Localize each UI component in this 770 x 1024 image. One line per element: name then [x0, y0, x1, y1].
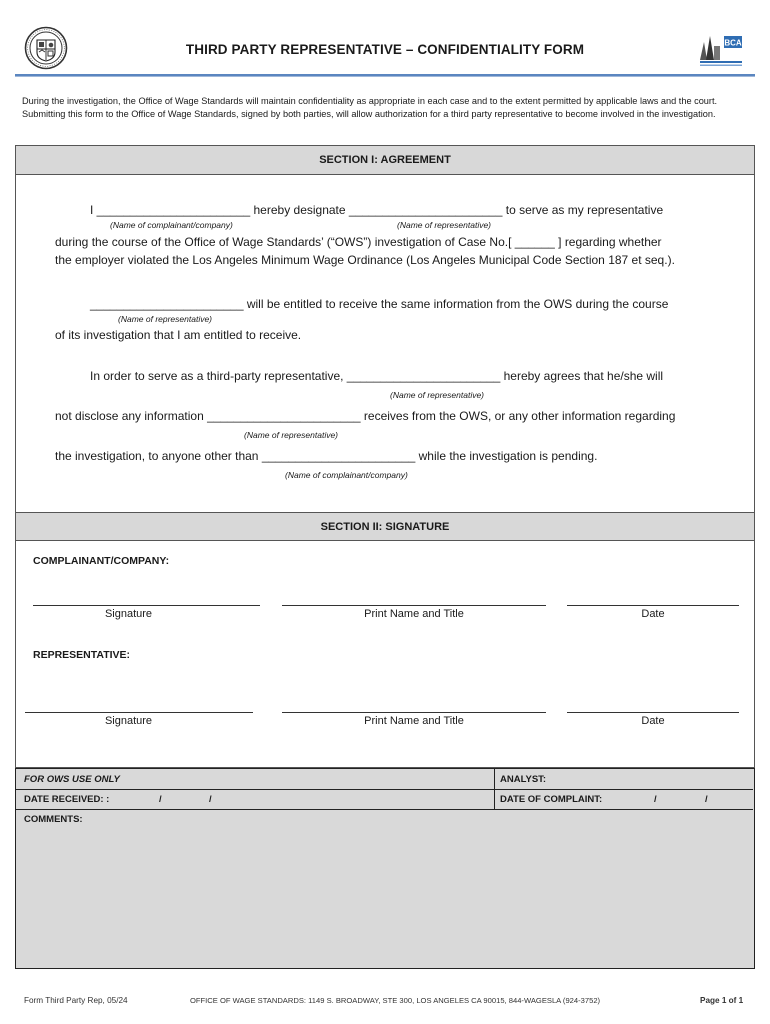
bca-logo — [698, 32, 744, 68]
complainant-date-label: Date — [641, 608, 665, 620]
caption-representative-3: (Name of representative) — [390, 390, 485, 400]
ows-divider-h1 — [16, 789, 753, 790]
date-complaint-slash-1: / — [654, 794, 657, 805]
section-agreement-title: SECTION I: AGREEMENT — [16, 146, 754, 175]
ows-use-only-label: FOR OWS USE ONLY — [24, 774, 120, 785]
representative-name-line[interactable] — [282, 712, 546, 713]
agreement-line-3: the employer violated the Los Angeles Minimum Wage Ordinance (Los Angeles Municipal Code Section 187 et seq.). — [55, 253, 675, 267]
complainant-date-line[interactable] — [567, 605, 739, 606]
footer-form-id: Form Third Party Rep, 05/24 — [24, 996, 128, 1005]
agreement-line-5: of its investigation that I am entitled to receive. — [55, 328, 302, 342]
form-title: THIRD PARTY REPRESENTATIVE – CONFIDENTIALITY FORM — [185, 42, 585, 57]
complainant-signature-line[interactable] — [33, 605, 260, 606]
complainant-signature-label: Signature — [104, 608, 153, 620]
date-of-complaint-label: DATE OF COMPLAINT: — [500, 794, 603, 805]
footer-address: OFFICE OF WAGE STANDARDS: 1149 S. BROADWAY, STE 300, LOS ANGELES CA 90015, 844-WAGESLA (924-3752) — [190, 996, 601, 1005]
agreement-line-1: I _______________________ hereby designate _______________________ to serve as my representative — [90, 203, 664, 217]
intro-paragraph: During the investigation, the Office of Wage Standards will maintain confidentiality as appropriate in each case and to the extent permitted by applicable laws and the court. Submitting this form to the Office of Wage Standards, signed by both parties, will allow authorization for a third party representative to become involved in the investigation. — [22, 96, 718, 119]
bca-logo-text: BCA — [724, 38, 742, 48]
representative-signature-line[interactable] — [25, 712, 253, 713]
agreement-line-7: not disclose any information _______________________ receives from the OWS, or any other information regarding — [55, 409, 676, 423]
agreement-line-8: the investigation, to anyone other than _______________________ while the investigation is pending. — [55, 449, 598, 463]
caption-representative-4: (Name of representative) — [244, 430, 339, 440]
agreement-line-4: _______________________ will be entitled to receive the same information from the OWS during the course — [90, 297, 669, 311]
header-divider — [15, 74, 755, 77]
section-signature — [15, 512, 755, 768]
representative-date-label: Date — [641, 715, 665, 727]
ows-use-only-box — [15, 768, 755, 969]
caption-representative-2: (Name of representative) — [118, 314, 213, 324]
complainant-name-label: Print Name and Title — [364, 608, 464, 620]
agreement-line-2: during the course of the Office of Wage Standards’ (“OWS”) investigation of Case No.[ ______ ] regarding whether — [55, 235, 662, 249]
footer-page: Page 1 of 1 — [700, 996, 744, 1005]
section-signature-title: SECTION II: SIGNATURE — [16, 513, 754, 541]
ows-divider-h2 — [16, 809, 753, 810]
caption-representative: (Name of representative) — [397, 220, 492, 230]
complainant-name-line[interactable] — [282, 605, 546, 606]
representative-signature-label: Signature — [104, 715, 153, 727]
caption-complainant: (Name of complainant/company) — [110, 220, 233, 230]
date-received-label: DATE RECEIVED: : — [24, 794, 110, 805]
date-complaint-slash-2: / — [705, 794, 708, 805]
comments-label: COMMENTS: — [24, 814, 83, 825]
representative-label: REPRESENTATIVE: — [33, 649, 131, 661]
caption-complainant-2: (Name of complainant/company) — [285, 470, 408, 480]
representative-date-line[interactable] — [567, 712, 739, 713]
representative-name-label: Print Name and Title — [364, 715, 464, 727]
date-received-slash-1: / — [159, 794, 162, 805]
date-received-slash-2: / — [209, 794, 212, 805]
analyst-label: ANALYST: — [500, 774, 547, 785]
complainant-label: COMPLAINANT/COMPANY: — [33, 555, 170, 567]
agreement-line-6: In order to serve as a third-party representative, _______________________ hereby agrees that he/she will — [90, 369, 664, 383]
